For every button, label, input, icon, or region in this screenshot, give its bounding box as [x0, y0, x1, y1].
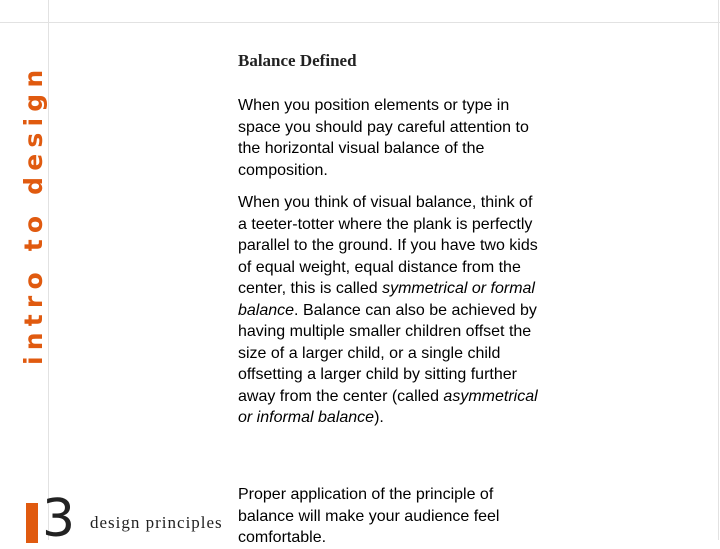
emphasis-text: asymmetrical or informal balance	[238, 387, 538, 426]
grid-line-vertical	[48, 0, 49, 540]
body-paragraph-3: Proper application of the principle of balance will make your audience feel comfortable.	[238, 486, 500, 546]
slide-number: 3	[42, 489, 76, 549]
body-paragraph-2	[238, 192, 538, 429]
emphasis-text: symmetrical or formal balance	[238, 280, 535, 319]
grid-line-horizontal	[0, 22, 720, 23]
grid-line-vertical	[718, 0, 719, 540]
brand-text: intro to design	[19, 63, 48, 365]
paragraph-text: ).	[374, 409, 384, 426]
slide-title: Balance Defined	[238, 51, 357, 70]
body-paragraph-1: When you position elements or type in space you should pay careful attention to the horizontal visual balance of the composition.	[238, 97, 529, 179]
paragraph-text: . Balance can also be achieved by having multiple smaller children offset the size of a larger child, or a single child offsetting a larger child by sitting further away from the center (called	[238, 301, 537, 405]
section-label: design principles	[90, 513, 223, 532]
paragraph-text: When you think of visual balance, think of a teeter-totter where the plank is perfectly parallel to the ground. If you have two kids of equal weight, equal distance from the center, this is called	[238, 194, 538, 297]
brand-vertical-title	[20, 0, 48, 370]
slide-number-block	[26, 489, 76, 549]
accent-bar	[26, 503, 38, 543]
